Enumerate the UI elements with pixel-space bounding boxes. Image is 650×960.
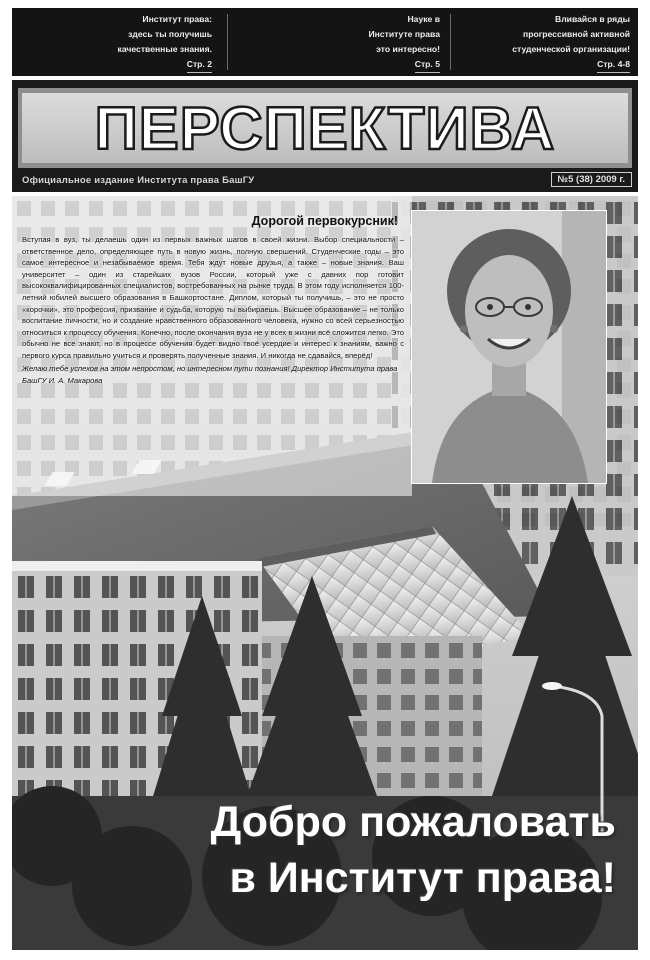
director-portrait [411,210,607,484]
masthead [12,80,638,192]
teaser-line: Вливайся в ряды [555,14,630,24]
teaser-student-organization[interactable] [442,12,630,73]
teaser-line: здесь ты получишь [128,29,212,39]
portrait-illustration [412,211,606,483]
teaser-page-ref: Стр. 2 [187,57,212,73]
teaser-line: студенческой организации! [512,44,630,54]
letter-signature: Желаю тебе успехов на этом непростом, но интересном пути познания! Директор Института права БашГУ И. А. Макарова [22,363,398,385]
headline-line-2: в Институт права! [229,854,616,902]
letter-body: Вступая в вуз, ты делаешь один из первых важных шагов в своей жизни. Выбор специальности – ответственное дело, определяющее путь в новую жизнь, полную свершений. Студенческие годы – это самое интересное и незабываемое время. Тебя ждут новые друзья, а также – новые знания. Ваш университет – один из старейших вузов России, который уже с давних пор готовит высококвалифицированных специалистов, востребованных на рынке труда. В этом году исполняется 100-летний юбилей высшего образования в Башкортостане. Диплом, который ты получишь, – это не просто «корочки», это профессия, призвание и судьба, которую ты выбираешь. Высшее образование – не только воспитание личности, но и создание нравственного образованного человека, нужно со всей серьезностью относиться к процессу обучения. Конечно, после окончания вуза не у всех в жизни всё сложится легко. Это обычно не все знают, но в процессе обучения будет видно твоё усердие и интерес к знаниям, важно с первого курса правильно учиться и проверять полученные знания. И никогда не сдавайся, вперёд! [22,235,404,360]
teaser-divider [227,14,228,70]
main-headline [211,794,616,906]
headline-line-1: Добро пожаловать [210,798,616,846]
teaser-page-ref: Стр. 5 [415,57,440,73]
masthead-frame [18,88,632,168]
newspaper-subtitle: Официальное издание Института права БашГУ [22,175,255,186]
teaser-line: прогрессивной активной [523,29,630,39]
teaser-strip [12,8,638,76]
teaser-page-ref: Стр. 4-8 [597,57,630,73]
teaser-line: Науке в [407,14,440,24]
letter-title: Дорогой первокурсник! [251,214,398,228]
welcome-letter [22,214,404,387]
teaser-line: Институте права [368,29,440,39]
teaser-line: Институт права: [142,14,212,24]
cover-photo [12,196,638,950]
issue-number: №5 (38) 2009 г. [551,172,632,187]
logo-box [22,93,628,163]
teaser-line: качественные знания. [117,44,212,54]
teaser-law-institute[interactable] [12,12,212,73]
newspaper-title: ПЕРСПЕКТИВА [94,95,556,162]
teaser-science[interactable] [242,12,440,73]
teaser-line: это интересно! [376,44,440,54]
